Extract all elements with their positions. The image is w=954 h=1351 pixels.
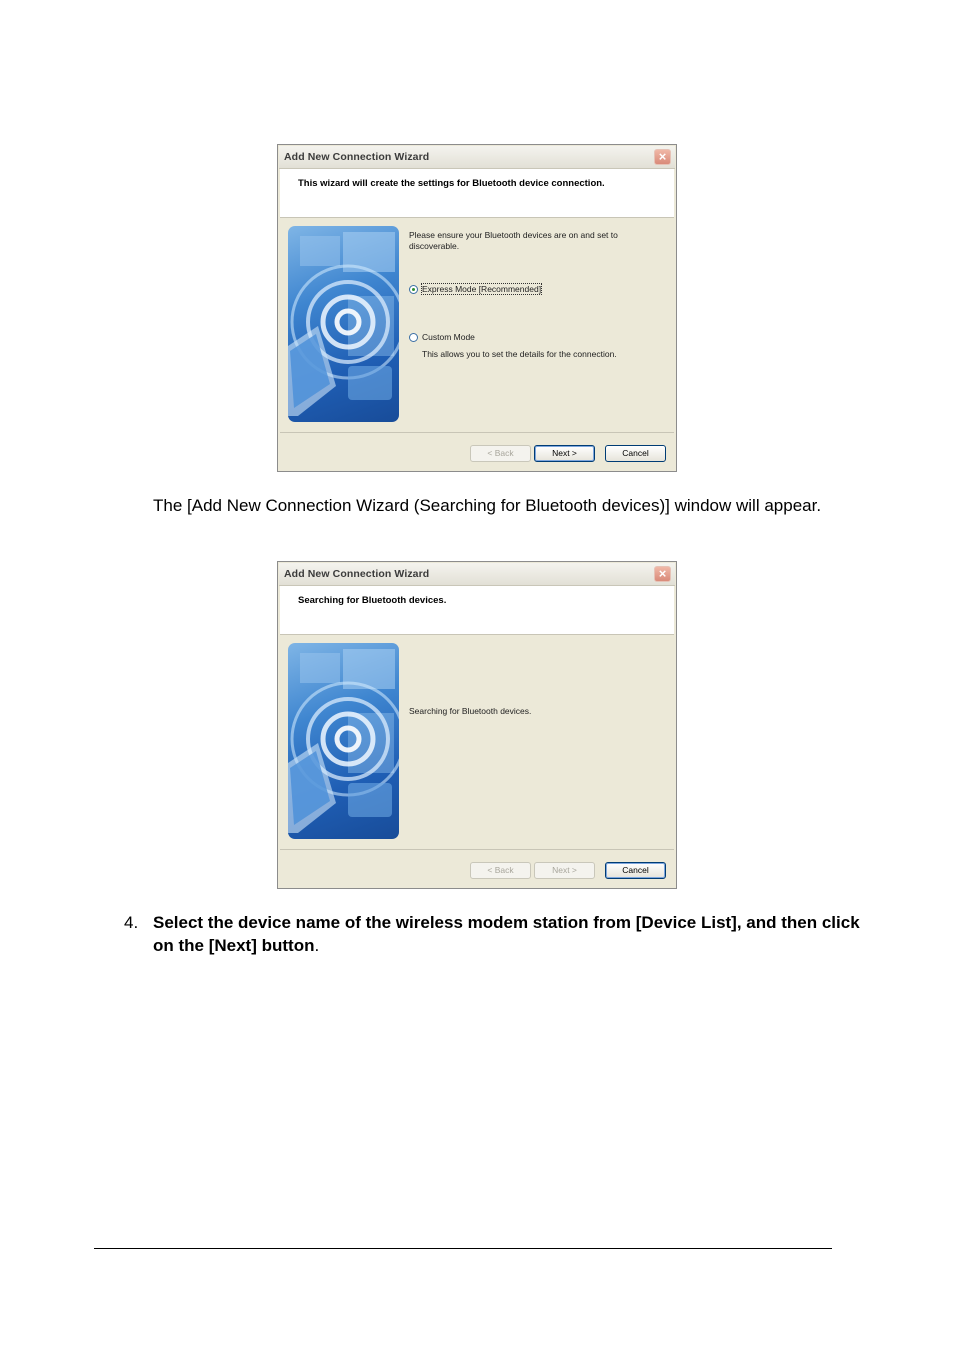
step-instruction-period: . — [314, 936, 320, 955]
wizard-header — [280, 169, 674, 218]
cancel-button[interactable]: Cancel — [605, 862, 666, 879]
back-button[interactable]: < Back — [470, 862, 531, 879]
searching-status-text: Searching for Bluetooth devices. — [409, 706, 532, 716]
radio-label-express: Express Mode [Recommended] — [422, 284, 542, 294]
next-button[interactable]: Next > — [534, 445, 595, 462]
wizard-header — [280, 586, 674, 635]
wizard-dialog-searching — [277, 561, 677, 889]
back-button[interactable]: < Back — [470, 445, 531, 462]
title-bar — [279, 563, 675, 586]
window-title: Add New Connection Wizard — [284, 151, 430, 163]
window-title: Add New Connection Wizard — [284, 568, 430, 580]
custom-mode-hint: This allows you to set the details for the connection. — [422, 349, 617, 359]
cancel-button[interactable]: Cancel — [605, 445, 666, 462]
instruction-text: Please ensure your Bluetooth devices are on and set to discoverable. — [409, 230, 618, 251]
radio-button-unchecked[interactable] — [409, 333, 418, 342]
footer-rule — [94, 1248, 832, 1249]
title-bar — [279, 146, 675, 169]
step-instruction — [153, 911, 863, 957]
close-icon[interactable]: × — [654, 149, 671, 165]
step-instruction-bold: Select the device name of the wireless modem station from [Device List], and then click on the [Next] button — [153, 913, 860, 955]
instruction-paragraph: The [Add New Connection Wizard (Searching for Bluetooth devices)] window will appear. — [153, 496, 822, 515]
header-text: Searching for Bluetooth devices. — [298, 595, 447, 606]
wizard-body — [280, 635, 674, 847]
wizard-dialog-mode-select — [277, 144, 677, 472]
header-text: This wizard will create the settings for Bluetooth device connection. — [298, 178, 605, 189]
close-icon[interactable]: × — [654, 566, 671, 582]
wizard-body — [280, 218, 674, 430]
wizard-footer — [280, 432, 674, 471]
radio-custom-mode[interactable] — [409, 332, 529, 346]
radio-button-checked[interactable] — [409, 285, 418, 294]
radio-express-mode[interactable] — [409, 284, 559, 298]
next-button[interactable]: Next > — [534, 862, 595, 879]
bluetooth-devices-illustration-icon — [288, 643, 399, 839]
bluetooth-devices-illustration-icon — [288, 226, 399, 422]
wizard-footer — [280, 849, 674, 888]
step-number: 4. — [124, 913, 139, 932]
radio-label-custom: Custom Mode — [422, 332, 475, 342]
